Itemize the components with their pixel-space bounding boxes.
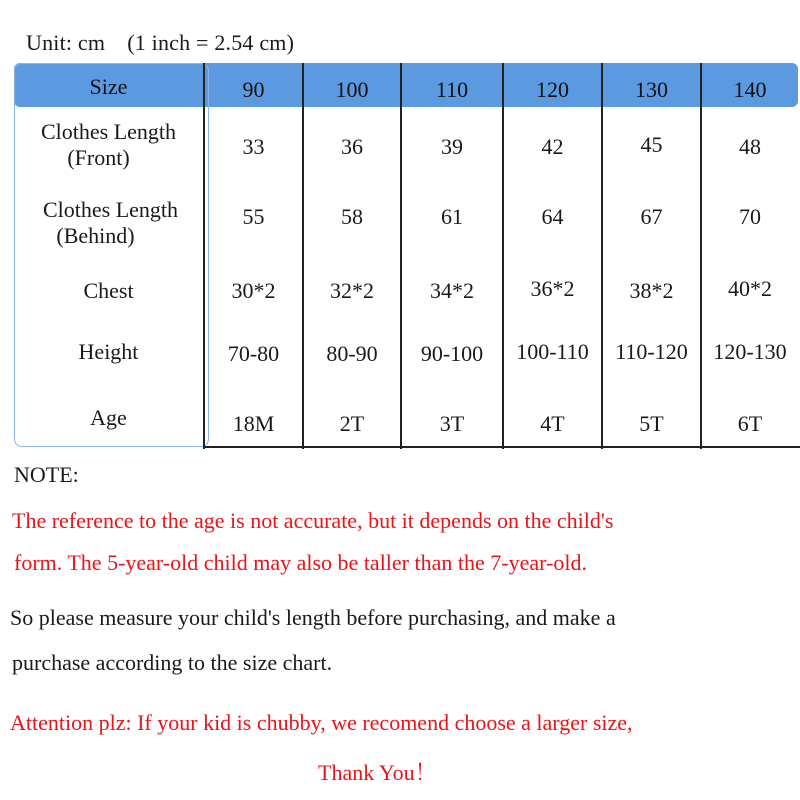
- row-label-line2: (Behind): [56, 223, 135, 248]
- table-cell: 39: [441, 133, 463, 159]
- table-cell: 45: [640, 131, 663, 157]
- table-cell: 4T: [540, 410, 565, 436]
- row-label-line1: Clothes Length: [42, 196, 179, 222]
- header-size-130: 130: [635, 76, 668, 102]
- header-size-140: 140: [733, 76, 767, 102]
- table-cell: 34*2: [430, 277, 474, 303]
- header-size-120: 120: [536, 76, 569, 102]
- table-cell: 64: [541, 203, 564, 229]
- size-chart-table: [14, 63, 798, 449]
- table-cell: 36: [341, 133, 363, 159]
- table-cell: 38*2: [629, 277, 674, 303]
- table-cell: 42: [541, 133, 564, 159]
- table-cell: 40*2: [728, 275, 772, 301]
- table-cell: 32*2: [330, 277, 374, 303]
- unit-conversion: (1 inch = 2.54 cm): [127, 30, 295, 55]
- table-cell: 110-120: [615, 338, 688, 364]
- table-cell: 18M: [232, 410, 275, 436]
- row-label-chest: Chest: [83, 277, 134, 303]
- table-cell: 100-110: [516, 338, 589, 364]
- table-cell: 70-80: [227, 340, 280, 366]
- unit-label: Unit: cm: [26, 30, 106, 55]
- table-cell: 120-130: [713, 338, 787, 364]
- attention-note: Attention plz: If your kid is chubby, we recomend choose a larger size,: [10, 710, 633, 735]
- table-cell: 55: [242, 203, 265, 229]
- table-cell: 30*2: [231, 277, 276, 303]
- table-cell: 80-90: [326, 340, 378, 366]
- header-size-110: 110: [435, 76, 469, 102]
- header-size-90: 90: [242, 76, 265, 102]
- table-cell: 36*2: [530, 275, 575, 301]
- table-cell: 2T: [339, 410, 365, 436]
- table-cell: 6T: [737, 410, 763, 436]
- table-cell: 48: [739, 133, 761, 159]
- table-cell: 33: [242, 133, 265, 159]
- row-label-age: Age: [90, 404, 127, 430]
- row-label-height: Height: [78, 338, 139, 364]
- table-cell: 3T: [439, 410, 465, 436]
- table-cell: 5T: [639, 410, 664, 436]
- note-title: NOTE:: [14, 462, 79, 487]
- header-size-label: Size: [89, 73, 128, 99]
- row-label-length-front: [14, 115, 203, 175]
- row-label-line2: (Front): [67, 145, 130, 170]
- thank-you-text: Thank You！: [318, 760, 437, 785]
- row-label-length-behind: [14, 193, 207, 253]
- unit-line: [26, 30, 294, 56]
- table-cell: 67: [640, 203, 663, 229]
- measure-advice-line1: So please measure your child's length before purchasing, and make a: [10, 605, 616, 630]
- header-size-100: 100: [335, 76, 369, 102]
- age-warning-line2: form. The 5-year-old child may also be taller than the 7-year-old.: [14, 550, 587, 575]
- table-cell: 70: [739, 203, 761, 229]
- table-cell: 90-100: [420, 340, 484, 366]
- measure-advice-line2: purchase according to the size chart.: [12, 650, 333, 675]
- age-warning-line1: The reference to the age is not accurate, but it depends on the child's: [12, 508, 614, 533]
- row-label-line1: Clothes Length: [40, 118, 177, 144]
- table-cell: 58: [341, 203, 363, 229]
- table-cell: 61: [441, 203, 463, 229]
